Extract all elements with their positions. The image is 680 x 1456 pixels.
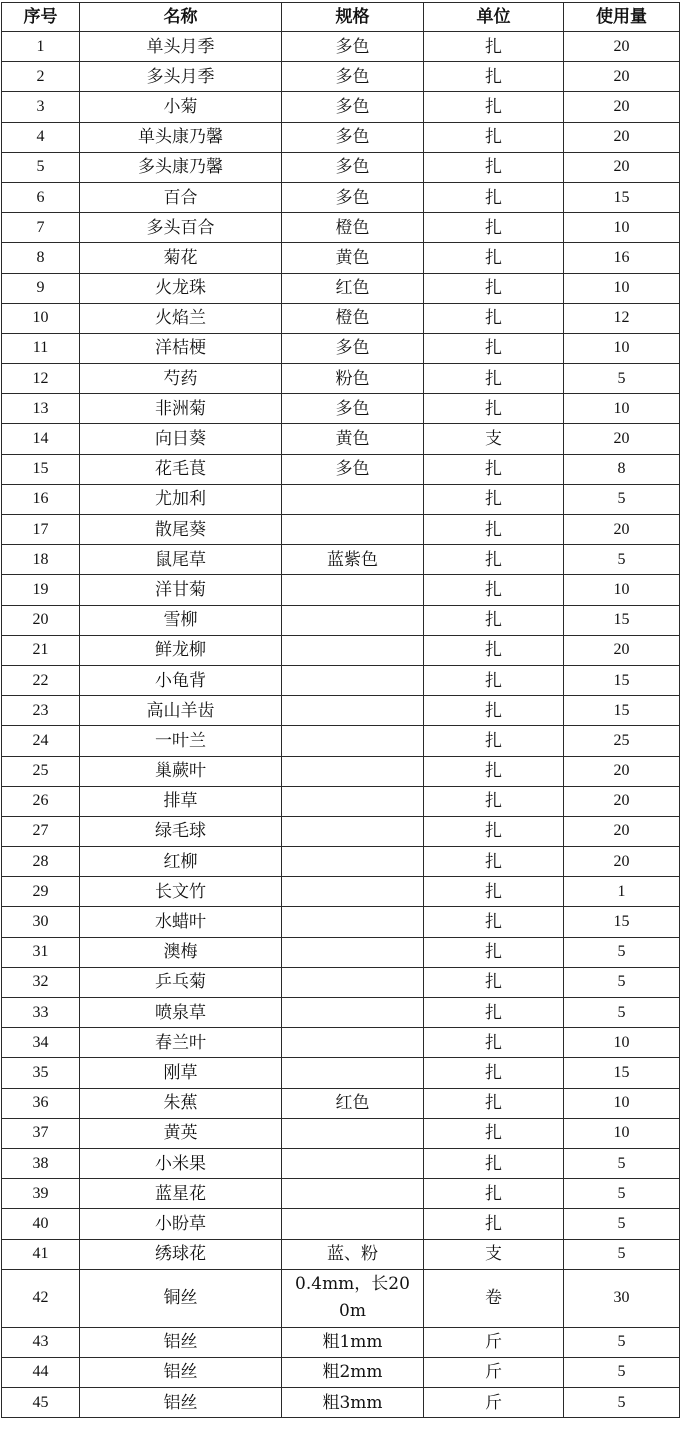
cell-spec [282, 515, 424, 545]
cell-unit: 扎 [424, 877, 564, 907]
column-header-spec: 规格 [282, 3, 424, 32]
cell-index: 9 [2, 273, 80, 303]
cell-quantity: 5 [564, 1357, 680, 1387]
cell-index: 43 [2, 1327, 80, 1357]
cell-quantity: 25 [564, 726, 680, 756]
table-row [2, 1388, 680, 1418]
cell-spec [282, 786, 424, 816]
table-row [2, 303, 680, 333]
cell-quantity: 20 [564, 756, 680, 786]
cell-quantity: 15 [564, 665, 680, 695]
cell-spec: 多色 [282, 152, 424, 182]
cell-spec: 多色 [282, 182, 424, 212]
cell-spec: 粉色 [282, 364, 424, 394]
cell-quantity: 12 [564, 303, 680, 333]
table-row [2, 937, 680, 967]
cell-spec [282, 847, 424, 877]
table-row [2, 213, 680, 243]
cell-quantity: 5 [564, 998, 680, 1028]
cell-index: 18 [2, 545, 80, 575]
cell-name: 铝丝 [80, 1388, 282, 1418]
cell-quantity: 5 [564, 1209, 680, 1239]
cell-unit: 支 [424, 1239, 564, 1269]
cell-unit: 扎 [424, 635, 564, 665]
cell-quantity: 5 [564, 1327, 680, 1357]
cell-name: 小盼草 [80, 1209, 282, 1239]
table-row [2, 877, 680, 907]
cell-spec: 黄色 [282, 424, 424, 454]
cell-name: 铝丝 [80, 1327, 282, 1357]
cell-index: 20 [2, 605, 80, 635]
column-header-index: 序号 [2, 3, 80, 32]
cell-quantity: 10 [564, 394, 680, 424]
cell-unit: 扎 [424, 1058, 564, 1088]
cell-spec [282, 907, 424, 937]
cell-index: 36 [2, 1088, 80, 1118]
cell-spec [282, 1209, 424, 1239]
cell-name: 鲜龙柳 [80, 635, 282, 665]
cell-quantity: 15 [564, 605, 680, 635]
cell-unit: 扎 [424, 364, 564, 394]
materials-sheet [0, 2, 680, 1418]
cell-unit: 扎 [424, 484, 564, 514]
cell-unit: 扎 [424, 333, 564, 363]
cell-quantity: 20 [564, 635, 680, 665]
cell-spec: 多色 [282, 62, 424, 92]
header-row [2, 3, 680, 32]
table-row [2, 364, 680, 394]
cell-index: 11 [2, 333, 80, 363]
cell-unit: 扎 [424, 92, 564, 122]
cell-spec [282, 1118, 424, 1148]
table-row [2, 1058, 680, 1088]
table-row [2, 847, 680, 877]
cell-quantity: 8 [564, 454, 680, 484]
cell-index: 3 [2, 92, 80, 122]
table-row [2, 424, 680, 454]
cell-name: 小菊 [80, 92, 282, 122]
cell-name: 非洲菊 [80, 394, 282, 424]
cell-spec: 多色 [282, 333, 424, 363]
cell-index: 16 [2, 484, 80, 514]
cell-unit: 卷 [424, 1269, 564, 1327]
cell-index: 7 [2, 213, 80, 243]
cell-spec [282, 816, 424, 846]
cell-index: 17 [2, 515, 80, 545]
table-row [2, 575, 680, 605]
cell-name: 多头康乃馨 [80, 152, 282, 182]
cell-index: 24 [2, 726, 80, 756]
cell-quantity: 10 [564, 1088, 680, 1118]
cell-index: 33 [2, 998, 80, 1028]
cell-name: 洋桔梗 [80, 333, 282, 363]
cell-spec [282, 756, 424, 786]
table-row [2, 333, 680, 363]
table-row [2, 454, 680, 484]
cell-name: 菊花 [80, 243, 282, 273]
cell-index: 34 [2, 1028, 80, 1058]
cell-index: 19 [2, 575, 80, 605]
cell-quantity: 15 [564, 182, 680, 212]
cell-unit: 扎 [424, 665, 564, 695]
cell-quantity: 15 [564, 907, 680, 937]
table-row [2, 816, 680, 846]
cell-quantity: 20 [564, 816, 680, 846]
cell-unit: 扎 [424, 967, 564, 997]
cell-quantity: 5 [564, 1388, 680, 1418]
cell-unit: 扎 [424, 182, 564, 212]
cell-name: 铜丝 [80, 1269, 282, 1327]
cell-spec: 蓝、粉 [282, 1239, 424, 1269]
cell-index: 22 [2, 665, 80, 695]
cell-name: 单头康乃馨 [80, 122, 282, 152]
cell-spec: 粗2mm [282, 1357, 424, 1387]
cell-spec: 粗1mm [282, 1327, 424, 1357]
cell-name: 向日葵 [80, 424, 282, 454]
cell-name: 绣球花 [80, 1239, 282, 1269]
cell-unit: 扎 [424, 1118, 564, 1148]
cell-unit: 扎 [424, 32, 564, 62]
table-row [2, 726, 680, 756]
cell-name: 春兰叶 [80, 1028, 282, 1058]
cell-spec [282, 696, 424, 726]
cell-quantity: 10 [564, 213, 680, 243]
cell-spec [282, 1058, 424, 1088]
cell-quantity: 5 [564, 364, 680, 394]
cell-index: 4 [2, 122, 80, 152]
cell-quantity: 5 [564, 545, 680, 575]
cell-unit: 扎 [424, 605, 564, 635]
cell-spec [282, 877, 424, 907]
table-row [2, 1088, 680, 1118]
cell-spec-text: 0.4mm，长200m [295, 1274, 410, 1322]
cell-name: 铝丝 [80, 1357, 282, 1387]
cell-quantity: 20 [564, 515, 680, 545]
table-row [2, 1327, 680, 1357]
cell-unit: 扎 [424, 786, 564, 816]
table-row [2, 1357, 680, 1387]
cell-quantity: 5 [564, 937, 680, 967]
cell-unit: 支 [424, 424, 564, 454]
cell-index: 21 [2, 635, 80, 665]
cell-quantity: 5 [564, 484, 680, 514]
table-row [2, 243, 680, 273]
cell-unit: 扎 [424, 454, 564, 484]
cell-unit: 扎 [424, 937, 564, 967]
cell-unit: 扎 [424, 394, 564, 424]
cell-unit: 扎 [424, 816, 564, 846]
cell-index: 6 [2, 182, 80, 212]
cell-index: 8 [2, 243, 80, 273]
cell-unit: 扎 [424, 152, 564, 182]
cell-spec: 蓝紫色 [282, 545, 424, 575]
cell-quantity: 20 [564, 122, 680, 152]
cell-spec: 粗3mm [282, 1388, 424, 1418]
cell-unit: 扎 [424, 847, 564, 877]
cell-index: 37 [2, 1118, 80, 1148]
cell-spec: 多色 [282, 32, 424, 62]
column-header-unit: 单位 [424, 3, 564, 32]
cell-index: 1 [2, 32, 80, 62]
cell-spec: 黄色 [282, 243, 424, 273]
cell-unit: 扎 [424, 303, 564, 333]
cell-spec: 橙色 [282, 303, 424, 333]
table-body [2, 32, 680, 1418]
cell-index: 26 [2, 786, 80, 816]
table-row [2, 152, 680, 182]
table-row [2, 907, 680, 937]
cell-name: 火焰兰 [80, 303, 282, 333]
cell-quantity: 10 [564, 333, 680, 363]
table-row [2, 273, 680, 303]
cell-name: 尤加利 [80, 484, 282, 514]
cell-unit: 扎 [424, 1209, 564, 1239]
cell-quantity: 10 [564, 273, 680, 303]
table-row [2, 786, 680, 816]
cell-spec: 橙色 [282, 213, 424, 243]
cell-name: 小龟背 [80, 665, 282, 695]
table-row [2, 92, 680, 122]
cell-index: 35 [2, 1058, 80, 1088]
cell-name: 洋甘菊 [80, 575, 282, 605]
cell-name: 雪柳 [80, 605, 282, 635]
table-row [2, 484, 680, 514]
cell-name: 朱蕉 [80, 1088, 282, 1118]
table-row [2, 635, 680, 665]
cell-quantity: 15 [564, 696, 680, 726]
cell-name: 高山羊齿 [80, 696, 282, 726]
cell-index: 15 [2, 454, 80, 484]
cell-name: 黄英 [80, 1118, 282, 1148]
table-row [2, 967, 680, 997]
cell-quantity: 20 [564, 32, 680, 62]
table-row [2, 998, 680, 1028]
cell-unit: 斤 [424, 1327, 564, 1357]
cell-unit: 扎 [424, 1088, 564, 1118]
cell-name: 一叶兰 [80, 726, 282, 756]
cell-spec [282, 967, 424, 997]
cell-index: 12 [2, 364, 80, 394]
cell-unit: 扎 [424, 1028, 564, 1058]
cell-index: 44 [2, 1357, 80, 1387]
cell-name: 鼠尾草 [80, 545, 282, 575]
table-row [2, 515, 680, 545]
cell-name: 百合 [80, 182, 282, 212]
cell-name: 巢蕨叶 [80, 756, 282, 786]
cell-spec [282, 484, 424, 514]
cell-index: 14 [2, 424, 80, 454]
table-row [2, 696, 680, 726]
cell-name: 火龙珠 [80, 273, 282, 303]
cell-quantity: 16 [564, 243, 680, 273]
cell-name: 多头月季 [80, 62, 282, 92]
cell-unit: 扎 [424, 243, 564, 273]
cell-unit: 扎 [424, 62, 564, 92]
cell-index: 41 [2, 1239, 80, 1269]
table-row [2, 1118, 680, 1148]
cell-name: 水蜡叶 [80, 907, 282, 937]
cell-name: 小米果 [80, 1148, 282, 1178]
cell-index: 13 [2, 394, 80, 424]
cell-spec [282, 635, 424, 665]
table-row [2, 605, 680, 635]
cell-quantity: 5 [564, 967, 680, 997]
cell-unit: 斤 [424, 1357, 564, 1387]
cell-index: 25 [2, 756, 80, 786]
cell-unit: 扎 [424, 998, 564, 1028]
cell-quantity: 20 [564, 786, 680, 816]
cell-name: 排草 [80, 786, 282, 816]
cell-unit: 扎 [424, 726, 564, 756]
cell-quantity: 1 [564, 877, 680, 907]
table-row [2, 394, 680, 424]
cell-name: 刚草 [80, 1058, 282, 1088]
cell-unit: 扎 [424, 273, 564, 303]
cell-index: 31 [2, 937, 80, 967]
cell-name: 长文竹 [80, 877, 282, 907]
cell-unit: 扎 [424, 907, 564, 937]
cell-spec: 多色 [282, 122, 424, 152]
table-row [2, 665, 680, 695]
cell-spec: 多色 [282, 92, 424, 122]
cell-unit: 扎 [424, 515, 564, 545]
cell-name: 花毛茛 [80, 454, 282, 484]
cell-unit: 扎 [424, 545, 564, 575]
cell-spec: 红色 [282, 273, 424, 303]
table-row [2, 756, 680, 786]
cell-quantity: 5 [564, 1179, 680, 1209]
cell-unit: 斤 [424, 1388, 564, 1418]
cell-quantity: 15 [564, 1058, 680, 1088]
cell-spec [282, 1028, 424, 1058]
cell-spec: 多色 [282, 394, 424, 424]
cell-spec: 红色 [282, 1088, 424, 1118]
cell-name: 红柳 [80, 847, 282, 877]
cell-name: 绿毛球 [80, 816, 282, 846]
cell-index: 27 [2, 816, 80, 846]
table-row [2, 545, 680, 575]
cell-index: 28 [2, 847, 80, 877]
cell-name: 散尾葵 [80, 515, 282, 545]
cell-unit: 扎 [424, 213, 564, 243]
cell-spec [282, 575, 424, 605]
cell-name: 乒乓菊 [80, 967, 282, 997]
cell-quantity: 20 [564, 424, 680, 454]
cell-index: 42 [2, 1269, 80, 1327]
cell-name: 澳梅 [80, 937, 282, 967]
cell-spec: 多色 [282, 454, 424, 484]
table-row [2, 1239, 680, 1269]
table-row [2, 182, 680, 212]
cell-spec [282, 726, 424, 756]
cell-name: 喷泉草 [80, 998, 282, 1028]
cell-index: 32 [2, 967, 80, 997]
cell-spec [282, 937, 424, 967]
cell-quantity: 10 [564, 575, 680, 605]
cell-quantity: 20 [564, 847, 680, 877]
cell-quantity: 5 [564, 1239, 680, 1269]
table-row [2, 1028, 680, 1058]
cell-unit: 扎 [424, 756, 564, 786]
cell-index: 10 [2, 303, 80, 333]
cell-unit: 扎 [424, 1179, 564, 1209]
cell-index: 45 [2, 1388, 80, 1418]
cell-index: 40 [2, 1209, 80, 1239]
cell-name: 多头百合 [80, 213, 282, 243]
table-row [2, 32, 680, 62]
cell-quantity: 10 [564, 1028, 680, 1058]
materials-table [1, 2, 680, 1418]
cell-quantity: 20 [564, 62, 680, 92]
cell-unit: 扎 [424, 575, 564, 605]
cell-spec [282, 1148, 424, 1178]
cell-index: 39 [2, 1179, 80, 1209]
cell-index: 29 [2, 877, 80, 907]
cell-quantity: 20 [564, 152, 680, 182]
cell-name: 芍药 [80, 364, 282, 394]
table-row [2, 1269, 680, 1327]
table-row [2, 62, 680, 92]
cell-quantity: 20 [564, 92, 680, 122]
cell-index: 38 [2, 1148, 80, 1178]
table-row [2, 1148, 680, 1178]
cell-spec [282, 1179, 424, 1209]
table-row [2, 122, 680, 152]
cell-index: 23 [2, 696, 80, 726]
column-header-quantity: 使用量 [564, 3, 680, 32]
cell-unit: 扎 [424, 696, 564, 726]
cell-index: 30 [2, 907, 80, 937]
table-row [2, 1179, 680, 1209]
cell-index: 2 [2, 62, 80, 92]
column-header-name: 名称 [80, 3, 282, 32]
cell-unit: 扎 [424, 122, 564, 152]
cell-name: 蓝星花 [80, 1179, 282, 1209]
table-row [2, 1209, 680, 1239]
cell-spec [282, 998, 424, 1028]
cell-quantity: 10 [564, 1118, 680, 1148]
cell-spec [282, 605, 424, 635]
cell-spec [282, 665, 424, 695]
table-header [2, 3, 680, 32]
cell-index: 5 [2, 152, 80, 182]
cell-name: 单头月季 [80, 32, 282, 62]
cell-quantity: 30 [564, 1269, 680, 1327]
cell-unit: 扎 [424, 1148, 564, 1178]
cell-spec [282, 1269, 424, 1327]
cell-quantity: 5 [564, 1148, 680, 1178]
